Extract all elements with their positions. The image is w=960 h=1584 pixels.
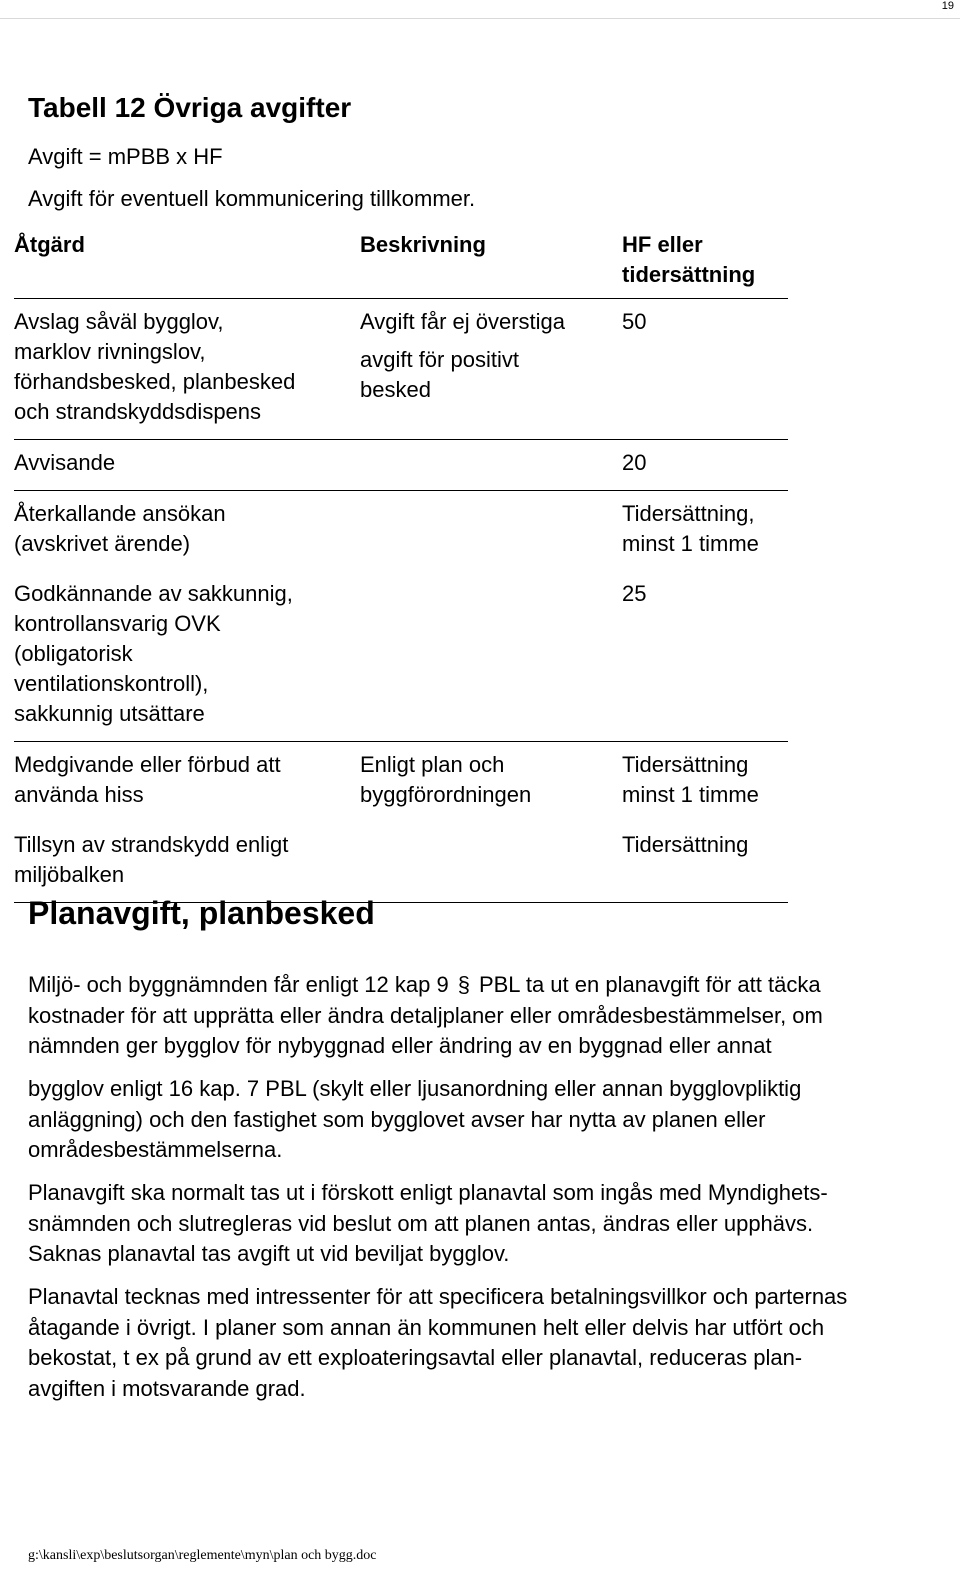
file-path-footer: g:\kansli\exp\beslutsorgan\reglemente\myn\plan och bygg.doc [28, 1548, 377, 1563]
description-cell [360, 571, 622, 742]
action-cell: Återkallande ansökan (avskrivet ärende) [14, 501, 226, 556]
hf-cell: Tidersättning [622, 832, 749, 857]
description-cell [360, 440, 622, 491]
table-heading: Tabell 12 Övriga avgifter [28, 92, 352, 123]
header-description: Beskrivning [360, 232, 486, 257]
hf-cell: Tidersättning, minst 1 timme [622, 501, 759, 556]
description-cell [360, 822, 622, 903]
page-top-rule [0, 18, 960, 19]
hf-cell: 20 [622, 450, 647, 475]
action-cell: Medgivande eller förbud att använda hiss [14, 752, 281, 807]
section-heading: Planavgift, planbesked [28, 895, 375, 931]
paragraph-bygglov: bygglov enligt 16 kap. 7 PBL (skylt eller ljusanordning eller annan bygglovpliktig anläggning) och den fastighet som bygglovet avser har nytta av planen eller områdesbestämmelserna. [28, 1076, 802, 1162]
header-action: Åtgärd [14, 232, 85, 257]
table-row [14, 299, 788, 440]
paragraph-planavgift-intro [28, 970, 948, 1062]
table-row [14, 491, 788, 572]
table-row [14, 742, 788, 823]
table-header-row [14, 226, 788, 299]
header-hf: HF eller tidersättning [622, 232, 756, 287]
action-cell: Godkännande av sakkunnig, kontrollansvarig OVK (obligatorisk ventilationskontroll), sakkunnig utsättare [14, 581, 293, 726]
description-cell [360, 491, 622, 572]
paragraph-text-continued: PBL ta ut en planavgift för att täcka kostnader för att upprätta eller ändra detaljplaner eller områdesbestämmelser, om nämnden ger bygglov för nybyggnad eller ändring av en byggnad eller annat [28, 972, 823, 1058]
action-cell: Avvisande [14, 450, 116, 475]
description-cell-continued: avgift för positivt besked [360, 347, 519, 402]
section-symbol: § [457, 972, 470, 997]
hf-cell: 50 [622, 309, 647, 334]
fee-formula: Avgift = mPBB x HF [28, 144, 223, 169]
communication-note: Avgift för eventuell kommunicering tillkommer. [28, 186, 476, 211]
description-cell: Enligt plan och byggförordningen [360, 752, 532, 807]
action-cell: Avslag såväl bygglov, marklov rivningslov, förhandsbesked, planbesked och strandskyddsdispens [14, 309, 296, 424]
hf-cell: 25 [622, 581, 647, 606]
paragraph-forskott: Planavgift ska normalt tas ut i förskott enligt planavtal som ingås med Myndighets- snämnden och slutregleras vid beslut om att planen antas, ändras eller upphävs. Saknas planavtal tas avgift ut vid beviljat bygglov. [28, 1180, 828, 1266]
paragraph-planavtal: Planavtal tecknas med intressenter för att specificera betalningsvillkor och parternas åtagande i övrigt. I planer som annan än kommunen helt eller delvis har utfört och bekostat, t ex på grund av ett exploateringsavtal eller planavtal, reduceras plan- avgiften i motsvarande grad. [28, 1284, 848, 1401]
table-row [14, 822, 788, 903]
description-cell: Avgift får ej överstiga [360, 309, 566, 334]
paragraph-text: Miljö- och byggnämnden får enligt 12 kap 9 [28, 972, 449, 997]
hf-cell: Tidersättning minst 1 timme [622, 752, 759, 807]
table-row [14, 440, 788, 491]
table-row [14, 571, 788, 742]
page-number: 19 [941, 0, 954, 12]
fees-table [14, 226, 788, 903]
action-cell: Tillsyn av strandskydd enligt miljöbalken [14, 832, 289, 887]
